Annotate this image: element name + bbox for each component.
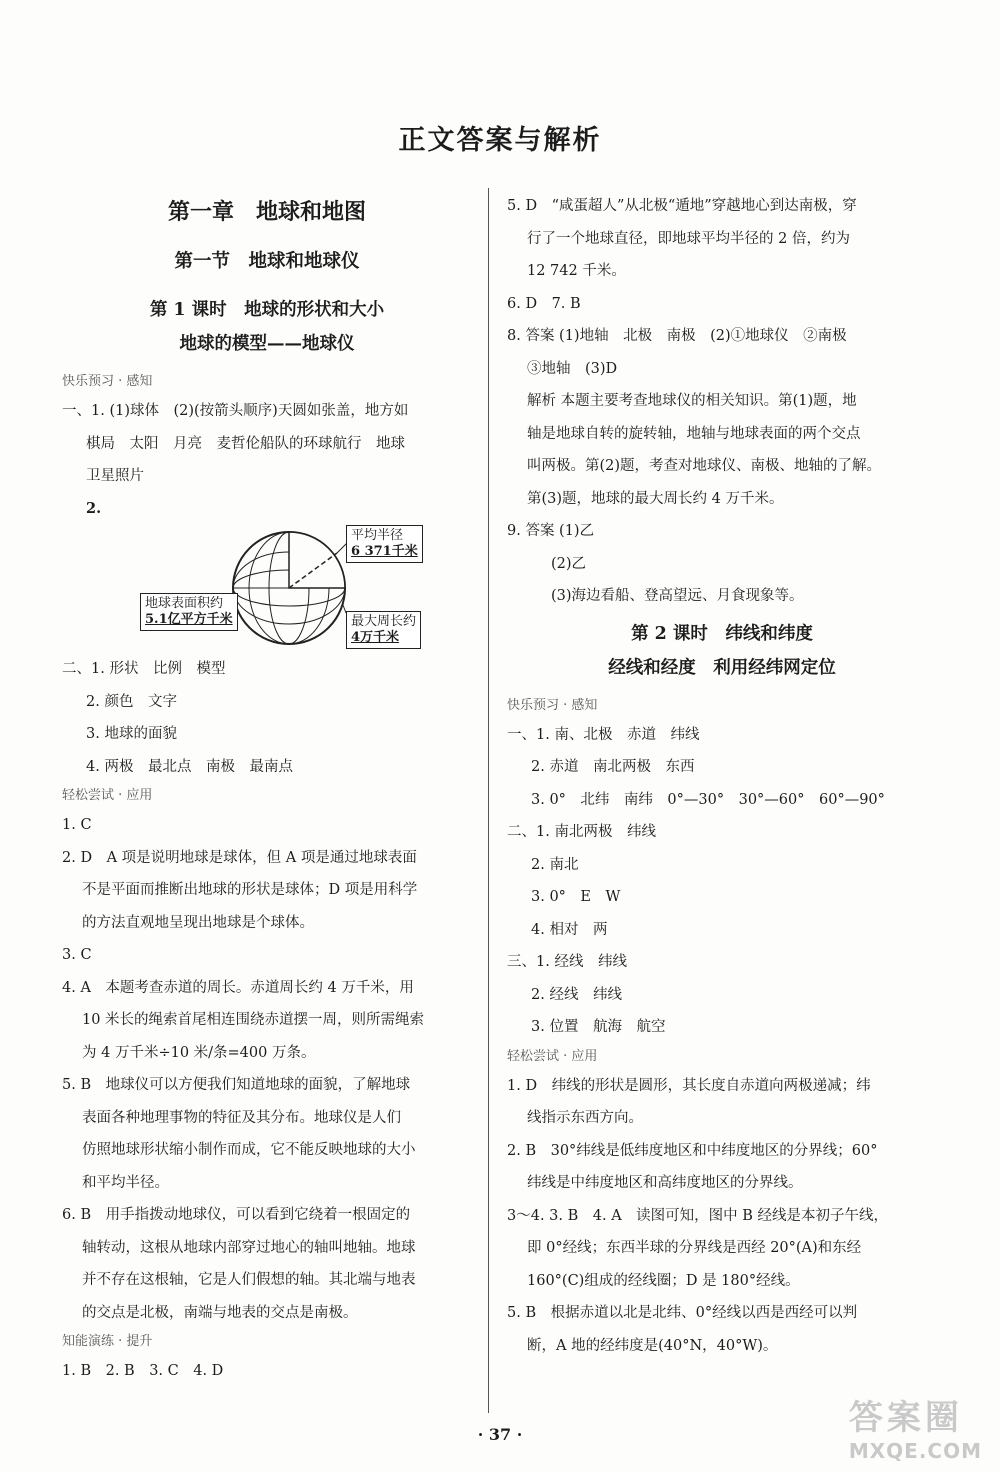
section-label-improve: 知能演练 · 提升: [62, 1334, 153, 1349]
answer-line: (3)海边看船、登高望远、月食现象等。: [551, 588, 804, 604]
answer-line: 棋局 太阳 月亮 麦哲伦船队的环球航行 地球: [86, 435, 405, 452]
left-column: [62, 195, 472, 1388]
answer-line: 线指示东西方向。: [527, 1110, 643, 1126]
answer-line: 1. C: [62, 817, 92, 833]
answer-line: 纬线是中纬度地区和高纬度地区的分界线。: [527, 1175, 803, 1191]
answer-line: 1. D 纬线的形状是圆形，其长度自赤道向两极递减；纬: [507, 1077, 871, 1094]
answer-line: 的交点是北极，南端与地表的交点是南极。: [82, 1304, 358, 1321]
answer-line: 三、1. 经线 纬线: [507, 954, 627, 970]
answer-line: 6. D 7. B: [507, 295, 581, 312]
max-circumference-label: 最大周长约 4万千米: [346, 611, 421, 649]
answer-line: 2. 颜色 文字: [86, 693, 177, 710]
lesson1-title-line2: 地球的模型——地球仪: [179, 334, 355, 354]
answer-line: 行了一个地球直径，即地球平均半径的 2 倍，约为: [527, 230, 850, 247]
answer-line: 为 4 万千米÷10 米/条=400 万条。: [82, 1044, 316, 1061]
answer-number: 2.: [86, 499, 102, 517]
surface-area-label: 地球表面积约 5.1亿平方千米: [140, 593, 238, 631]
answer-line: ③地轴 (3)D: [527, 360, 618, 377]
section-label-preview: 快乐预习 · 感知: [62, 374, 153, 389]
answer-line: 3. C: [62, 947, 92, 963]
lesson1-title-line1: 第 1 课时 地球的形状和大小: [149, 300, 385, 320]
answer-line: 叫两极。第(2)题，考查对地球仪、南极、地轴的了解。: [527, 458, 882, 474]
answer-line: 3. 0° 北纬 南纬 0°—30° 30°—60° 60°—90°: [531, 791, 885, 808]
answer-line: 和平均半径。: [82, 1174, 169, 1191]
answer-line: 仿照地球形状缩小制作而成，它不能反映地球的大小: [82, 1142, 416, 1158]
answer-line: 4. 相对 两: [531, 921, 608, 938]
page-title: 正文答案与解析: [398, 125, 602, 156]
answer-line: 轴是地球自转的旋转轴，地轴与地球表面的两个交点: [527, 425, 861, 442]
answer-line: 3～4. 3. B 4. A 读图可知，图中 B 经线是本初子午线，: [507, 1207, 889, 1224]
answer-line: 12 742 千米。: [527, 263, 626, 279]
answer-line: 第(3)题，地球的最大周长约 4 万千米。: [527, 490, 784, 507]
right-column: [507, 190, 937, 1362]
answer-line: 二、1. 南北两极 纬线: [507, 824, 656, 840]
lesson2-title-line1: 第 2 课时 纬线和纬度: [631, 623, 813, 644]
section-label-practice: 轻松尝试 · 应用: [507, 1048, 598, 1064]
answer-line: 10 米长的绳索首尾相连围绕赤道摆一周，则所需绳索: [82, 1012, 425, 1028]
answer-line: 5. B 地球仪可以方便我们知道地球的面貌，了解地球: [62, 1077, 411, 1093]
answer-line: 2. B 30°纬线是低纬度地区和中纬度地区的分界线；60°: [507, 1142, 878, 1159]
page-number: · 37 ·: [477, 1425, 523, 1444]
answer-line: 4. 两极 最北点 南极 最南点: [86, 758, 293, 775]
answer-line: 9. 答案 (1)乙: [507, 523, 595, 539]
answer-line: 3. 位置 航海 航空: [531, 1019, 666, 1035]
section-label-preview: 快乐预习 · 感知: [507, 697, 598, 713]
answer-line: (2)乙: [551, 555, 587, 572]
earth-size-diagram: [62, 525, 472, 653]
answer-line: 3. 地球的面貌: [86, 726, 177, 742]
answer-line: 5. B 根据赤道以北是北纬、0°经线以西是西经可以判: [507, 1305, 858, 1321]
answer-line: 3. 0° E W: [531, 889, 621, 905]
lesson2-title-line2: 经线和经度 利用经纬网定位: [608, 657, 836, 678]
section-title: 第一节 地球和地球仪: [174, 251, 360, 272]
answer-line: 一、1. 南、北极 赤道 纬线: [507, 726, 700, 743]
answer-line: 不是平面而推断出地球的形状是球体；D 项是用科学: [82, 882, 418, 898]
answer-line: 8. 答案 (1)地轴 北极 南极 (2)①地球仪 ②南极: [507, 328, 847, 344]
answer-line: 2. 赤道 南北两极 东西: [531, 759, 695, 775]
chapter-title: 第一章 地球和地图: [167, 199, 366, 225]
answer-line: 即 0°经线；东西半球的分界线是西经 20°(A)和东经: [527, 1240, 862, 1256]
section-label-practice: 轻松尝试 · 应用: [62, 788, 153, 803]
answer-line: 160°(C)组成的经线圈；D 是 180°经线。: [527, 1272, 800, 1289]
answer-line: 的方法直观地呈现出地球是个球体。: [82, 914, 314, 931]
answer-line: 卫星照片: [86, 468, 144, 484]
answer-line: 表面各种地理事物的特征及其分布。地球仪是人们: [82, 1109, 401, 1126]
answer-line: 断，A 地的经纬度是(40°N，40°W)。: [527, 1337, 778, 1354]
answer-line: 轴转动，这根从地球内部穿过地心的轴叫地轴。地球: [82, 1239, 416, 1256]
average-radius-label: 平均半径 6 371千米: [346, 525, 423, 563]
answer-line: 2. 经线 纬线: [531, 986, 622, 1003]
answer-line: 1. B 2. B 3. C 4. D: [62, 1363, 224, 1379]
answer-line: 6. B 用手指拨动地球仪，可以看到它绕着一根固定的: [62, 1207, 411, 1223]
answer-line: 5. D “咸蛋超人”从北极“遁地”穿越地心到达南极，穿: [507, 198, 857, 214]
answer-line: 2. D A 项是说明地球是球体，但 A 项是通过地球表面: [62, 849, 417, 866]
answer-line: 解析 本题主要考查地球仪的相关知识。第(1)题，地: [527, 393, 857, 409]
answer-line: 并不存在这根轴，它是人们假想的轴。其北端与地表: [82, 1272, 416, 1288]
answer-line: 二、1. 形状 比例 模型: [62, 661, 226, 677]
watermark-logo: 答案圈 MXQE.COM: [848, 1398, 982, 1463]
column-divider: [488, 188, 489, 1413]
answer-line: 一、1. (1)球体 (2)(按箭头顺序)天圆如张盖，地方如: [62, 403, 409, 419]
answer-line: 4. A 本题考查赤道的周长。赤道周长约 4 万千米，用: [62, 979, 414, 996]
answer-line: 2. 南北: [531, 856, 579, 873]
